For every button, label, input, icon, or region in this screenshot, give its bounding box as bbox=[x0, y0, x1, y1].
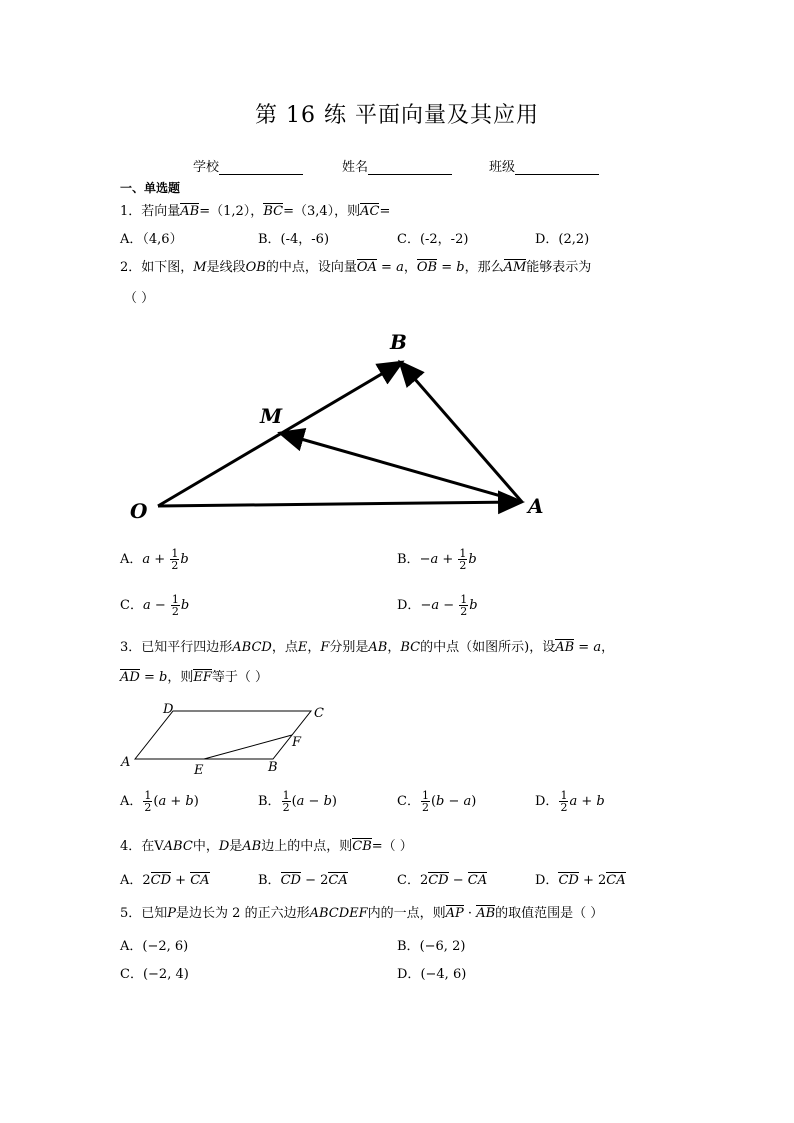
label-o: O bbox=[130, 499, 148, 523]
q5-text-c: 是边长为 2 的正六边形 bbox=[176, 906, 310, 921]
q5-vec-ab: AB bbox=[476, 906, 496, 921]
question-5-stem bbox=[120, 902, 603, 921]
q4-option-c[interactable]: C．2CD − CA bbox=[397, 873, 488, 888]
label-b: B bbox=[390, 330, 407, 354]
q2-a-frac: $\frac{1}{2}$ bbox=[171, 547, 179, 572]
q2-option-c[interactable]: C．a − $\frac{1}{2}$ b bbox=[120, 593, 190, 618]
q5-option-b-value: (−6, 2) bbox=[419, 939, 466, 954]
q1-vec-ab: AB bbox=[180, 204, 200, 219]
section-heading: 一、单选题 bbox=[120, 181, 181, 195]
q4-var-abc: ABC bbox=[163, 839, 193, 854]
q2-option-d-label: D． bbox=[397, 598, 421, 613]
q4-option-b-label: B． bbox=[258, 873, 281, 888]
q3-text-k: 的中点（如图所示)，设 bbox=[420, 640, 556, 655]
q3-option-b[interactable]: B． $\frac{1}{2}$ (a − b) bbox=[258, 789, 337, 814]
q5-option-b[interactable] bbox=[397, 935, 465, 954]
q4-var-d: D bbox=[218, 839, 230, 854]
q4-text-c: 中， bbox=[192, 839, 219, 854]
q3-option-c[interactable]: C． $\frac{1}{2}$ (b − a) bbox=[397, 789, 477, 814]
q1-text-3: =（3,4），则 bbox=[283, 204, 361, 219]
label-b: B bbox=[268, 760, 278, 775]
question-4-stem bbox=[120, 835, 413, 854]
q2-triangle-figure bbox=[120, 325, 560, 525]
q2-c-frac: $\frac{1}{2}$ bbox=[171, 593, 179, 618]
q3-option-b-label: B． bbox=[258, 794, 281, 809]
q4-option-d-label: D． bbox=[535, 873, 559, 888]
q3-text-i: ， bbox=[387, 640, 401, 655]
question-3-stem-2 bbox=[120, 666, 268, 685]
q2-answer-paren: （ ） bbox=[124, 291, 155, 306]
name-label: 姓名 bbox=[342, 160, 369, 175]
q2-option-c-label: C． bbox=[120, 598, 143, 613]
q3-var-abcd: ABCD bbox=[232, 640, 272, 655]
q5-dot: · bbox=[463, 906, 477, 921]
q3-text-g: 分别是 bbox=[329, 640, 369, 655]
q1-option-b[interactable]: B．(-4，-6) bbox=[258, 232, 330, 247]
q2-eq-a: = a， bbox=[376, 260, 417, 275]
q2-text-j: 能够表示为 bbox=[526, 260, 592, 275]
q3-d-frac: $\frac{1}{2}$ bbox=[560, 789, 568, 814]
label-e: E bbox=[194, 763, 204, 778]
q2-vec-oa: OA bbox=[356, 260, 377, 275]
q3-parallelogram-figure bbox=[118, 700, 338, 780]
q3-option-a-label: A． bbox=[120, 794, 143, 809]
question-2-stem bbox=[120, 256, 591, 275]
q2-option-b-label: B． bbox=[397, 552, 420, 567]
vector-am bbox=[280, 433, 522, 502]
q4-option-a[interactable]: A．2CD + CA bbox=[120, 873, 210, 888]
q5-option-a-label: A． bbox=[120, 939, 143, 954]
q5-option-c-label: C． bbox=[120, 967, 143, 982]
page-title: 第 16 练 平面向量及其应用 bbox=[255, 103, 539, 128]
q3-vec-ef: EF bbox=[193, 670, 212, 685]
q2-option-a[interactable]: A．a + $\frac{1}{2}$ b bbox=[120, 547, 189, 572]
name-field bbox=[342, 156, 452, 175]
q2-var-ob: OB bbox=[245, 260, 266, 275]
q4-option-d[interactable]: D．CD + 2CA bbox=[535, 873, 626, 888]
q2-text-i: ，那么 bbox=[464, 260, 504, 275]
q5-vec-ap: AP bbox=[445, 906, 464, 921]
q2-text-e: 的中点，设向量 bbox=[265, 260, 357, 275]
q5-text-a: 5．已知 bbox=[120, 906, 168, 921]
q3-text-p: 等于（ ） bbox=[211, 670, 268, 685]
q5-option-a-value: (−2, 6) bbox=[142, 939, 189, 954]
q4-text-i: =（ ） bbox=[371, 839, 413, 854]
q2-option-a-label: A． bbox=[120, 552, 143, 567]
label-m: M bbox=[260, 404, 283, 428]
q3-option-d-label: D． bbox=[535, 794, 559, 809]
q2-eq-b: = b bbox=[437, 260, 465, 275]
q5-option-c-value: (−2, 4) bbox=[142, 967, 189, 982]
q5-var-abcdef: ABCDEF bbox=[309, 906, 368, 921]
class-blank[interactable] bbox=[515, 162, 599, 175]
q3-eq-b: = b bbox=[139, 670, 168, 685]
q5-option-b-label: B． bbox=[397, 939, 420, 954]
school-field bbox=[193, 156, 303, 175]
name-blank[interactable] bbox=[368, 162, 452, 175]
class-field bbox=[489, 156, 599, 175]
label-f: F bbox=[292, 735, 302, 750]
q5-text-h: 的取值范围是（ ） bbox=[495, 906, 604, 921]
q4-option-a-label: A． bbox=[120, 873, 143, 888]
q4-var-ab: AB bbox=[242, 839, 262, 854]
vector-ab bbox=[400, 362, 522, 502]
q5-var-p: P bbox=[167, 906, 177, 921]
q1-text-4: = bbox=[379, 204, 391, 219]
q3-var-f: F bbox=[320, 640, 330, 655]
label-a: A bbox=[528, 494, 544, 518]
q5-option-a[interactable] bbox=[120, 935, 188, 954]
q1-option-c[interactable]: C．(-2，-2) bbox=[397, 232, 469, 247]
q3-option-d[interactable]: D． $\frac{1}{2}$ a + b bbox=[535, 789, 605, 814]
q3-var-ab: AB bbox=[368, 640, 388, 655]
q3-var-bc: BC bbox=[400, 640, 421, 655]
q1-text: 1．若向量 bbox=[120, 204, 181, 219]
question-1-stem bbox=[120, 200, 390, 219]
q3-text-c: ，点 bbox=[271, 640, 298, 655]
label-a: A bbox=[121, 755, 131, 770]
q2-vec-ob: OB bbox=[416, 260, 438, 275]
q3-vec-ad: AD bbox=[120, 670, 140, 685]
q5-option-d[interactable] bbox=[397, 963, 466, 982]
segment-ef bbox=[204, 735, 292, 759]
q5-text-e: 内的一点，则 bbox=[367, 906, 446, 921]
question-3-stem bbox=[120, 636, 614, 655]
vector-oa bbox=[158, 502, 522, 506]
q3-option-c-label: C． bbox=[397, 794, 420, 809]
q3-var-e: E bbox=[297, 640, 308, 655]
label-d: D bbox=[163, 702, 174, 717]
school-blank[interactable] bbox=[219, 162, 303, 175]
q2-text-c: 是线段 bbox=[206, 260, 246, 275]
q2-b-frac: $\frac{1}{2}$ bbox=[459, 547, 467, 572]
q4-option-c-label: C． bbox=[397, 873, 420, 888]
q1-vec-ac: AC bbox=[360, 204, 380, 219]
q5-option-d-label: D． bbox=[397, 967, 421, 982]
school-label: 学校 bbox=[193, 160, 220, 175]
q3-a-frac: $\frac{1}{2}$ bbox=[144, 789, 152, 814]
q3-text-e: ， bbox=[307, 640, 321, 655]
class-label: 班级 bbox=[489, 160, 516, 175]
q1-vec-bc: BC bbox=[263, 204, 284, 219]
q2-text-a: 2．如下图， bbox=[120, 260, 194, 275]
q3-vec-ab: AB bbox=[555, 640, 575, 655]
label-c: C bbox=[314, 706, 324, 721]
q2-vec-am: AM bbox=[503, 260, 527, 275]
q1-option-a[interactable]: A．（4,6） bbox=[120, 232, 183, 247]
q2-var-m: M bbox=[193, 260, 207, 275]
q3-text-n: ，则 bbox=[167, 670, 194, 685]
q5-option-d-value: (−4, 6) bbox=[420, 967, 467, 982]
q2-d-frac: $\frac{1}{2}$ bbox=[460, 593, 468, 618]
q1-option-d[interactable]: D．(2,2) bbox=[535, 232, 590, 247]
q4-text-g: 边上的中点，则 bbox=[261, 839, 353, 854]
q4-text-e: 是 bbox=[229, 839, 243, 854]
q2-option-b[interactable]: B．−a + $\frac{1}{2}$ b bbox=[397, 547, 477, 572]
q3-b-frac: $\frac{1}{2}$ bbox=[282, 789, 290, 814]
q3-c-frac: $\frac{1}{2}$ bbox=[421, 789, 429, 814]
q1-text-2: =（1,2）， bbox=[199, 204, 264, 219]
q5-option-c[interactable] bbox=[120, 963, 189, 982]
q3-eq-a: = a， bbox=[574, 640, 615, 655]
q4-option-b[interactable]: B．CD − 2CA bbox=[258, 873, 348, 888]
q3-option-a[interactable]: A． $\frac{1}{2}$ (a + b) bbox=[120, 789, 199, 814]
q2-option-d[interactable]: D．−a − $\frac{1}{2}$ b bbox=[397, 593, 478, 618]
parallelogram-abcd bbox=[135, 711, 311, 759]
q3-text-a: 3．已知平行四边形 bbox=[120, 640, 233, 655]
q4-vec-cb: CB bbox=[352, 839, 372, 854]
q4-text-a: 4．在V bbox=[120, 839, 164, 854]
